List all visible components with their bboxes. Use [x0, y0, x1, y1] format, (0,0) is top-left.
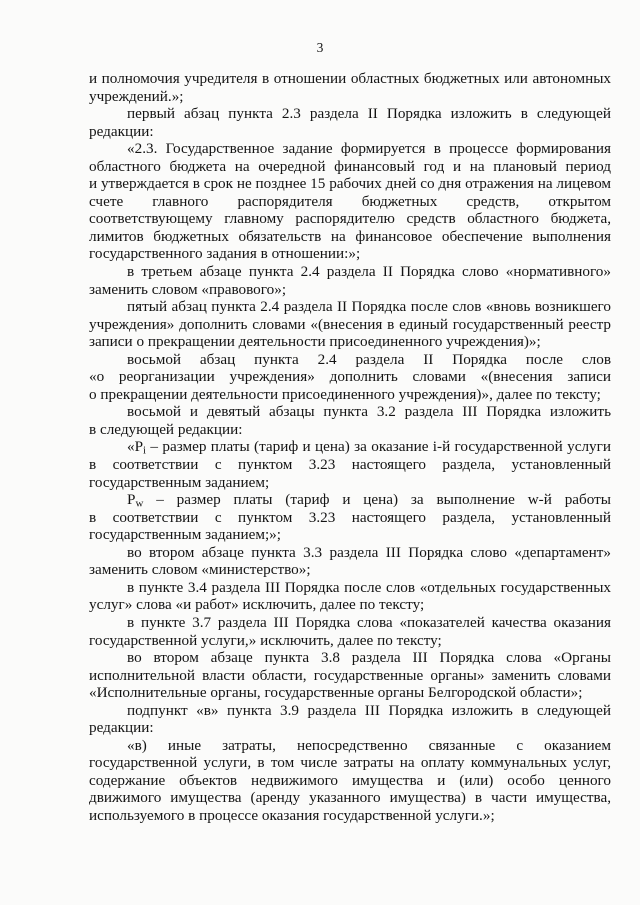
- text-line: и утверждается в срок не позднее 15 рабочих дней со дня отражения на лицевом: [89, 175, 611, 193]
- text-line-end: – размер платы (тариф и цена) за оказание i-й государственной услуги: [146, 438, 611, 456]
- text-line: первый абзац пункта 2.3 раздела II Порядка изложить в следующей: [127, 105, 611, 123]
- text-line: лимитов бюджетных обязательств на финансовое обеспечение выполнения: [89, 227, 611, 245]
- text-line: «Исполнительные органы, государственные органы Белгородской области»;: [89, 684, 583, 702]
- text-line: «о реорганизации учреждения» дополнить словами «(внесения записи: [89, 368, 611, 386]
- text-line: и полномочия учредителя в отношении областных бюджетных или автономных: [89, 70, 611, 87]
- text-line: [89, 438, 611, 456]
- text-line: в соответствии с пунктом 3.23 настоящего раздела, установленный: [89, 456, 611, 474]
- text-line: во втором абзаце пункта 3.8 раздела III Порядка слова «Органы: [127, 649, 611, 667]
- page-number: 3: [316, 40, 324, 55]
- text-line: в третьем абзаце пункта 2.4 раздела II Порядка слово «нормативного»: [127, 263, 611, 281]
- text-line: [89, 491, 611, 509]
- text-line: государственным заданием;: [89, 473, 270, 491]
- text-line: записи о прекращении деятельности присоединенного учреждения)»;: [89, 333, 541, 351]
- text-line: в следующей редакции:: [89, 420, 243, 438]
- text-line: государственным заданием;»;: [89, 526, 281, 544]
- text-line: движимого имущества (аренду указанного имущества) в части имущества,: [89, 789, 611, 807]
- text-line-start: «P: [127, 438, 144, 456]
- text-line: услуг» слова «и работ» исключить, далее по тексту;: [89, 596, 425, 614]
- text-line: учреждения» дополнить словами «(внесения в единый государственный реестр: [89, 315, 611, 333]
- text-line: восьмой абзац пункта 2.4 раздела II Порядка после слов: [127, 350, 611, 368]
- text-line: во втором абзаце пункта 3.3 раздела III Порядка слово «департамент»: [127, 543, 611, 561]
- text-line: счете главного распорядителя бюджетных средств, открытом: [89, 192, 611, 210]
- text-line: заменить словом «министерство»;: [89, 561, 311, 579]
- text-line: используемого в процессе оказания государственной услуги.»;: [89, 806, 495, 824]
- text-line: восьмой и девятый абзацы пункта 3.2 раздела III Порядка изложить: [127, 403, 611, 421]
- text-line: в пункте 3.7 раздела III Порядка слова «показателей качества оказания: [127, 613, 611, 631]
- text-line: содержание объектов недвижимого имущества и (или) особо ценного: [89, 771, 611, 789]
- text-line: в пункте 3.4 раздела III Порядка после слов «отдельных государственных: [127, 578, 611, 596]
- text-line: редакции:: [89, 122, 154, 140]
- text-line: соответствующему главному распорядителю средств областного бюджета,: [89, 210, 611, 228]
- text-line: исполнительной власти области, государственные органы» заменить словами: [89, 666, 611, 684]
- text-line: о прекращении деятельности присоединенного учреждения)», далее по тексту;: [89, 385, 601, 403]
- document-body: [89, 70, 611, 825]
- text-line: областного бюджета на очередной финансовый год и на плановый период: [89, 157, 611, 175]
- text-line: учреждений.»;: [89, 87, 184, 105]
- text-line: в соответствии с пунктом 3.23 настоящего раздела, установленный: [89, 508, 611, 526]
- text-line: заменить словом «правового»;: [89, 280, 287, 298]
- text-line-start: P: [127, 491, 136, 509]
- text-line: пятый абзац пункта 2.4 раздела II Порядка после слов «вновь возникшего: [127, 298, 611, 316]
- text-line: государственного задания в отношении:»;: [89, 245, 361, 263]
- subscript: i: [143, 445, 147, 458]
- text-line: «2.3. Государственное задание формируется в процессе формирования: [127, 140, 611, 158]
- text-line: редакции:: [89, 719, 154, 737]
- subscript: w: [135, 497, 144, 510]
- text-line: «в) иные затраты, непосредственно связанные с оказанием: [127, 736, 611, 754]
- text-line-end: – размер платы (тариф и цена) за выполнение w-й работы: [143, 491, 611, 509]
- text-line: государственной услуги,» исключить, далее по тексту;: [89, 631, 442, 649]
- text-line: государственной услуги, в том числе затраты на оплату коммунальных услуг,: [89, 754, 611, 772]
- text-line: подпункт «в» пункта 3.9 раздела III Порядка изложить в следующей: [127, 701, 611, 719]
